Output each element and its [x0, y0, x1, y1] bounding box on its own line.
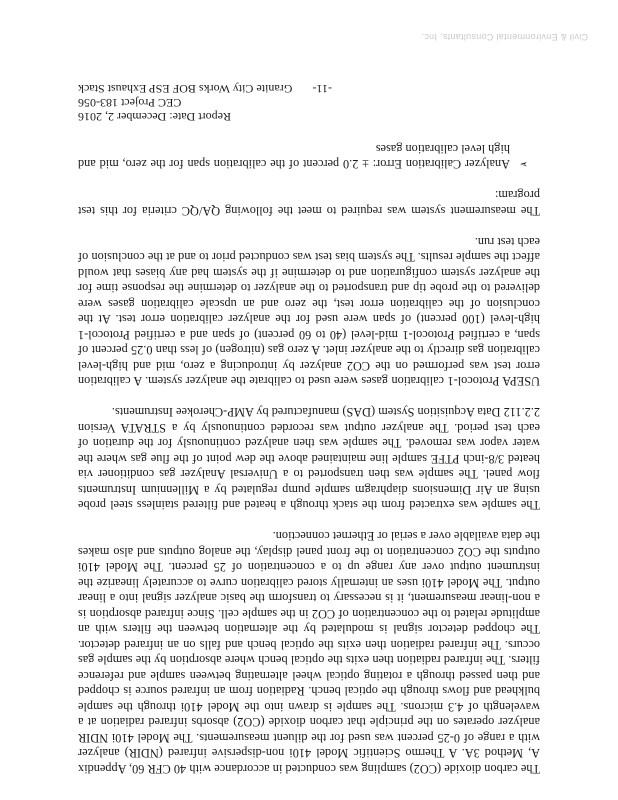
company-watermark: Civil & Environmental Consultants, Inc.	[421, 32, 588, 42]
qaqc-criterion: ➢ Analyzer Calibration Error: ± 2.0 percent of the calibration span for the zero, mid and high level calibration gases	[78, 141, 540, 172]
document-body	[78, 141, 540, 777]
page-header	[78, 82, 538, 124]
project-number: CEC Project 183-056	[78, 96, 182, 110]
site-title: Granite City Works BOF ESP Exhaust Stack	[78, 82, 293, 96]
paragraph-calibration: USEPA Protocol-1 calibration gases were used to calibrate the analyzer system. A calibration error test was performed on the CO2 analyzer by introducing a zero, mid and high-level calibration gas directly to the analyzer inlet. A zero gas (nitrogen) of less than 0.25 percent of span, a certified Protocol-1 mid-level (40 to 60 percent) of span and a certified Protocol-1 high-level (100 percent) of span were used for the analyzer calibration error test. At the conclusion of the calibration error test, the zero and an upscale calibration gases were delivered to the probe tip and transported to the analyzer to determine the response time for the analyzer system configuration and to determine if the system had any biases that would affect the sample results. The system bias test was conducted prior to and at the conclusion of each test run.	[78, 235, 540, 389]
page-number: -11-	[312, 82, 332, 96]
qaqc-criteria-list	[78, 141, 540, 172]
report-date: Report Date: December 2, 2016	[78, 110, 231, 124]
paragraph-sample-extraction: The sample was extracted from the stack through a heated and filtered stainless steel probe using an Air Dimensions diaphragm sample pump regulated by a Millennium Instruments flow panel. The sample was then transported to a Universal Analyzer gas conditioner via heated 3/8-inch PTFE sample line maintained above the dew point of the flue gas where the water vapor was removed. The sample was then analyzed continuously for the duration of each test period. The analyzer output was recorded continuously by a STRATA Version 2.2.112 Data Acquisition System (DAS) manufactured by AMP-Cherokee Instruments.	[78, 405, 540, 513]
paragraph-qaqc-intro: The measurement system was required to meet the following QA/QC criteria for this test program:	[78, 188, 540, 218]
paragraph-co2-analyzer: The carbon dioxide (CO2) sampling was conducted in accordance with 40 CFR 60, Appendix A, Method 3A. A Thermo Scientific Model 410i non-dispersive infrared (NDIR) analyzer with a range of 0-25 percent was used for the diluent measurements. The Model 410i NDIR analyzer operates on the principle that carbon dioxide (CO2) absorbs infrared radiation at a wavelength of 4.3 microns. The sample is drawn into the Model 410i through the sample bulkhead and flows through the optical bench. Radiation from an infrared source is chopped and then passed through a rotating optical wheel alternating between sample and reference filters. The infrared radiation then exits the optical bench where absorption by the sample gas occurs. The infrared radiation then exits the optical bench and falls on an infrared detector. The chopped detector signal is modulated by the alternation between the filters with an amplitude related to the concentration of CO2 in the sample cell. Since infrared absorption is a non-linear measurement, it is necessary to transform the basic analyzer signal into a linear output. The Model 410i uses an internally stored calibration curve to accurately linearize the instrument output over any range up to a concentration of 25 percent. The Model 410i outputs the CO2 concentration to the front panel display, the analog outputs and also makes the data available over a serial or Ethernet connection.	[78, 529, 540, 776]
